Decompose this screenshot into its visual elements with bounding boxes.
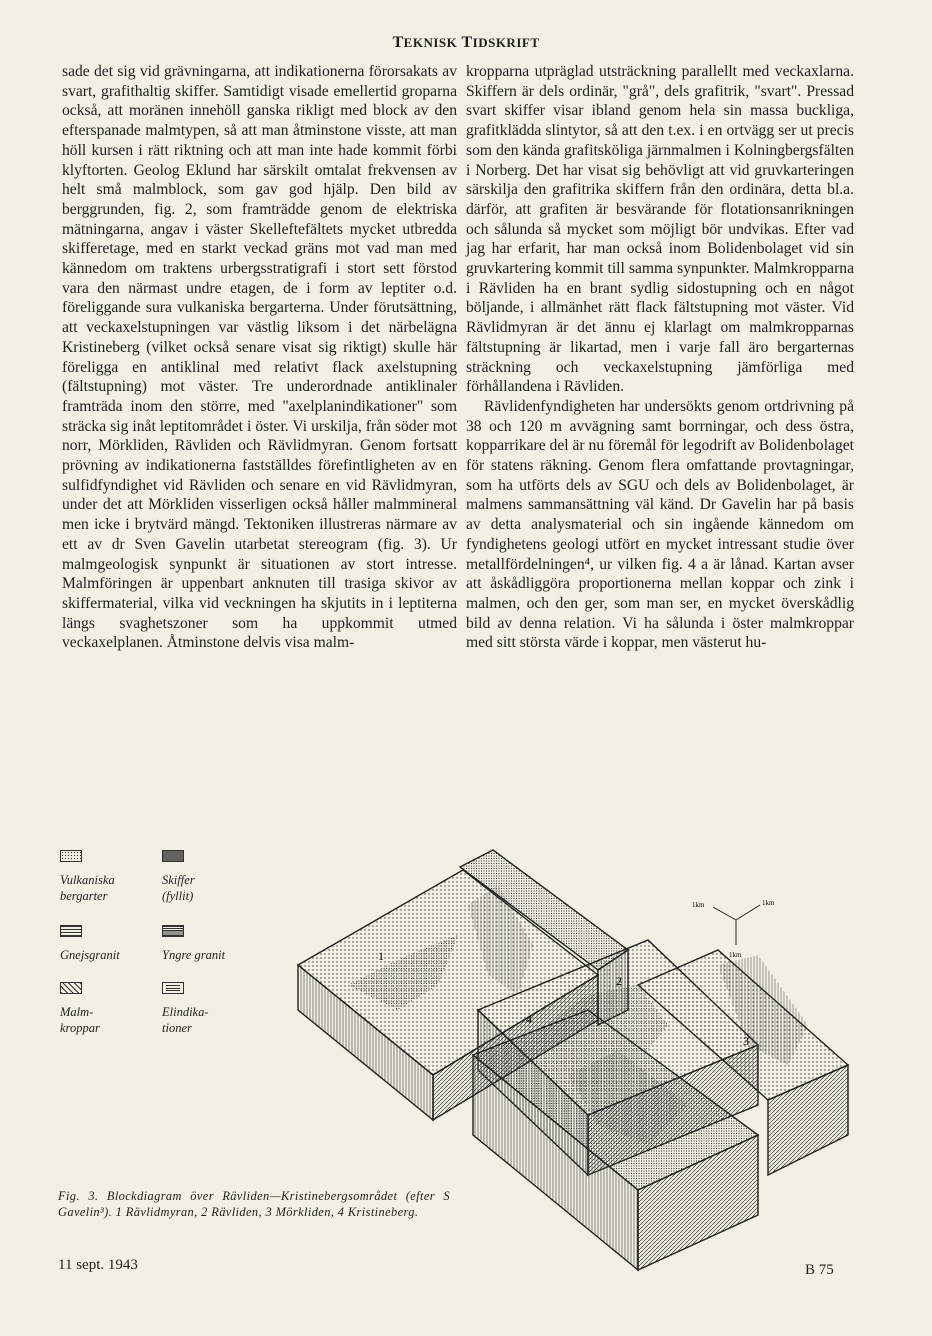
scale-label-north: 1km [762,899,775,907]
younger-granite-swatch-icon [162,925,184,937]
scale-indicator [692,899,775,959]
footer-date: 11 sept. 1943 [58,1257,138,1273]
right-paragraph-1: kropparna utpräglad utsträckning parallellt med veckaxlarna. Skiffern är dels ordinär, "grå", dels grafitrik, "svart". Pressad svart skiffer visar ibland genom hela sin massa buckliga, grafitklädda slintytor, så att den t.ex. i en ortvägg ser ut precis som den kända grafitsköliga järnmalmen i Kolningbergsfälten i Norberg. Det har visat sig behövligt att vid gruvkarteringen särskilja den grafitrika skiffern från den ordinära, detta bl.a. därför, att grafiten är besvärande för flotationsanrikningen och sålunda så mycket som möjligt bör undvikas. Efter vad jag har erfarit, har man också inom Bolidenbolaget vid sin gruvkartering kommit till samma synpunkter. Malmkropparna i Rävliden ha en brant sydlig sidostupning och en något böljande, i allmänhet rätt flack fältstupning mot väster. Vid Rävlidmyran är det ännu ej klarlagt om malmkropparnas fältstupning är likartad, men i varje fall äro bergarternas sträckning och veckaxelstupning jämförliga med förhållandena i Rävliden. [466,63,854,396]
diagram-number-2: 2 [616,974,622,988]
legend-item-ore-bodies: Malm- kroppar [60,982,100,1036]
legend-item-volcanic: Vulkaniska bergarter [60,850,115,904]
legend-item-younger-granite: Yngre granit [162,925,225,963]
legend-item-el-indications: Elindika- tioner [162,982,209,1036]
diagram-number-4: 4 [526,1012,532,1026]
scale-label-west: 1km [692,901,705,909]
ore-bodies-swatch-icon [60,982,82,994]
header-initial-2: T [461,34,473,51]
left-paragraph: sade det sig vid grävningarna, att indikationerna förorsakats av svart, grafithaltig skiffer. Samtidigt visade emellertid groparna också, att moränen innehöll ganska rikligt med block av den efterspanade malmtypen, så att man åtminstone visste, att man höll kursen i rätt riktning och att man inte hade kommit förbi klyftorten. Geolog Eklund har särskilt omtalat frekvensen av helt små malmblock, som gav god hjälp. Den bild av berggrunden, fig. 2, som framträdde genom de elektriska mätningarna, angav i väster Skelleftefältets mycket utbredda skifferetage, med en starkt veckad gräns mot vad man med kännedom om traktens urbergsstratigrafi i stort sett förstod vara den närmast undre etagen, de i form av leptiter o.d. föreliggande sura vulkaniska bergarterna. Under förutsättning, att veckaxelstupningen var västlig liksom i det närbelägna Kristineberg (vilket också senare visat sig riktigt) skulle här föreligga en antiklinal med relativt flack axelstupning (fältstupning) mot väster. Tre underordnade antiklinaler framträda inom den större, med "axelplanindikationer" som sträcka sig inåt leptitområdet i öster. Vi urskilja, från söder mot norr, Mörkliden, Rävliden och Rävlidmyran. Genom fortsatt prövning av indikationerna fastställdes förefintligheten av en sulfidfyndighet vid Rävliden och senare en vid Rävlidmyran, under det att Mörkliden visserligen också håller malmmineral men icke i brytvärd mängd. Tektoniken illustreras närmare av ett av dr Sven Gavelin utarbetat stereogram (fig. 3). Ur malmgeologisk synpunkt är situationen av stort intresse. Malmföringen är uppenbart anknuten till trasiga skivor av skiffermaterial, vilka vid veckningen ha skjutits in i leptiterna längs svaghetszoner som ha uppkommit utmed veckaxelplanen. Åtminstone delvis visa malm- [62,63,457,652]
legend-item-schist: Skiffer (fyllit) [162,850,195,904]
right-column [466,62,854,653]
gneiss-granite-swatch-icon [60,925,82,937]
figure-caption: Fig. 3. Blockdiagram över Rävliden—Kristinebergsområdet (efter S Gavelin³). 1 Rävlidmyran, 2 Rävliden, 3 Mörkliden, 4 Kristineberg. [58,1189,450,1219]
header-initial-1: T [392,34,404,51]
left-column [62,62,457,653]
volcanic-swatch-icon [60,850,82,862]
footer-page-number: B 75 [805,1262,834,1278]
diagram-number-3: 3 [743,1034,749,1048]
schist-swatch-icon [162,850,184,862]
diagram-number-1: 1 [378,949,384,963]
header-word-1: EKNISK [403,35,458,50]
journal-header [0,34,932,52]
header-word-2: IDSKRIFT [472,35,540,50]
legend-item-gneiss-granite: Gnejsgranit [60,925,120,963]
scale-label-down: 1km [729,951,742,959]
el-indications-swatch-icon [162,982,184,994]
right-paragraph-2: Rävlidenfyndigheten har undersökts genom ortdrivning på 38 och 120 m avvägning samt borrningar, och dess östra, kopparrikare del är nu föremål för legodrift av Bolidenbolaget för statens räkning. Genom flera omfattande provtagningar, som ha utförts dels av SGU och dels av Bolidenbolaget, är malmens sammansättning väl känd. Dr Gavelin har på basis av detta analysmaterial och sin ingående kännedom om fyndighetens geologi utfört en mycket intressant studie över metallfördelningen⁴, ur vilken fig. 4 a är lånad. Kartan avser att åskådliggöra proportionerna mellan koppar och zink i malmen, och den ger, som man ser, en mycket överskådlig bild av denna relation. Vi ha sålunda i öster malmkroppar med sitt största värde i koppar, men västerut hu- [466,397,854,652]
